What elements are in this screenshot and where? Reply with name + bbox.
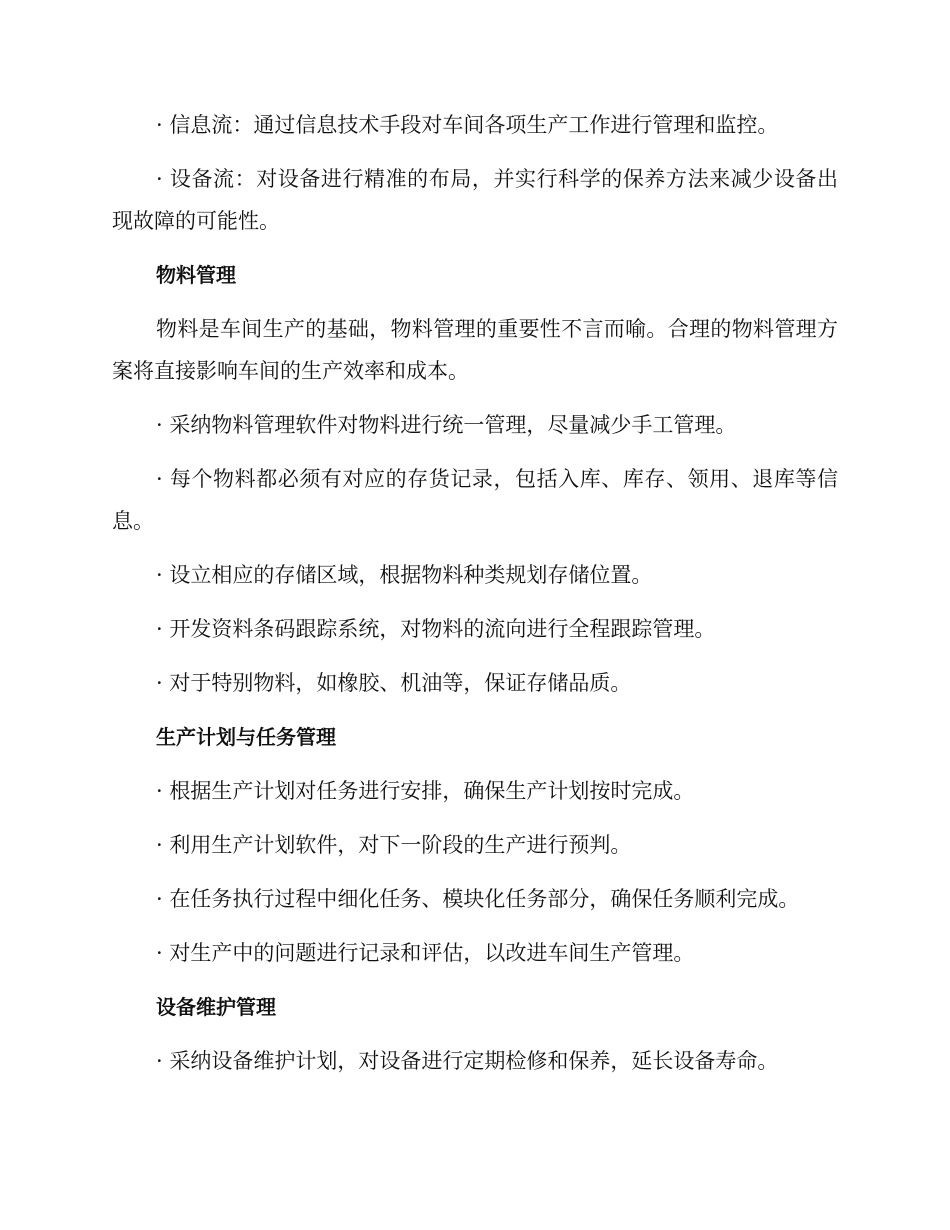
paragraph-info-flow: · 信息流：通过信息技术手段对车间各项生产工作进行管理和监控。	[156, 113, 779, 137]
paragraph-material-intro: 物料是车间生产的基础，物料管理的重要性不言而喻。合理的物料管理方案将直接影响车间的生产效率和成本。	[112, 317, 838, 383]
heading-production-planning: 生产计划与任务管理	[156, 725, 336, 749]
paragraph-material-records: · 每个物料都必须有对应的存货记录，包括入库、库存、领用、退库等信息。	[112, 467, 838, 533]
paragraph-maintenance-plan: · 采纳设备维护计划，对设备进行定期检修和保养，延长设备寿命。	[156, 1049, 779, 1073]
paragraph-task-refinement: · 在任务执行过程中细化任务、模块化任务部分，确保任务顺利完成。	[156, 887, 800, 911]
paragraph-task-arrangement: · 根据生产计划对任务进行安排，确保生产计划按时完成。	[156, 779, 695, 803]
paragraph-barcode-tracking: · 开发资料条码跟踪系统，对物料的流向进行全程跟踪管理。	[156, 617, 716, 641]
paragraph-special-materials: · 对于特别物料，如橡胶、机油等，保证存储品质。	[156, 671, 632, 695]
paragraph-storage-areas: · 设立相应的存储区域，根据物料种类规划存储位置。	[156, 563, 653, 587]
document-page	[112, 104, 838, 1094]
heading-material-management: 物料管理	[156, 263, 236, 287]
heading-equipment-maintenance: 设备维护管理	[156, 995, 276, 1019]
paragraph-planning-software: · 利用生产计划软件，对下一阶段的生产进行预判。	[156, 833, 632, 857]
paragraph-equipment-flow: · 设备流：对设备进行精准的布局，并实行科学的保养方法来减少设备出现故障的可能性。	[112, 167, 838, 233]
paragraph-problem-recording: · 对生产中的问题进行记录和评估，以改进车间生产管理。	[156, 941, 695, 965]
paragraph-material-software: · 采纳物料管理软件对物料进行统一管理，尽量减少手工管理。	[156, 413, 737, 437]
